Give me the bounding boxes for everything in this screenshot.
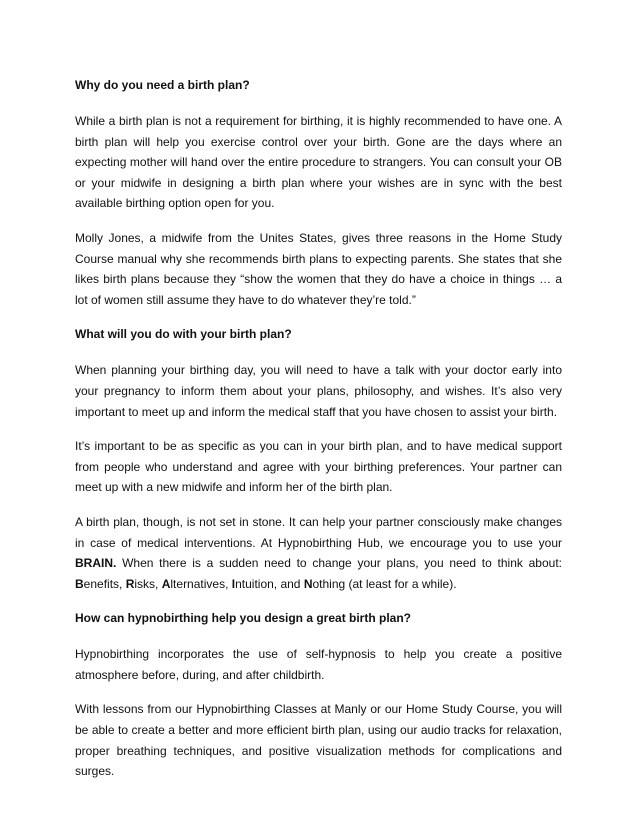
paragraph-be-specific: It’s important to be as specific as you can in your birth plan, and to have medical support from people who understand and agree with your birthing preferences. Your partner can meet up with a new midwife and inform her of the birth plan. (75, 439, 562, 495)
brain-text-before: A birth plan, though, is not set in stone. It can help your partner consciously make changes in case of medical interventions. At Hypnobirthing Hub, we encourage you to use your (75, 514, 562, 550)
acronym-word-risks: isks, (134, 576, 162, 591)
acronym-word-nothing: othing (at least for a while). (312, 576, 457, 591)
paragraph-planning-birthing-day: When planning your birthing day, you will need to have a talk with your doctor early into your pregnancy to inform them about your plans, philosophy, and wishes. It’s also very important to meet up and inform the medical staff that you have chosen to assist your birth. (75, 363, 562, 419)
brain-keyword: BRAIN. (75, 556, 117, 571)
brain-text-mid: When there is a sudden need to change your plans, you need to think about: (116, 556, 562, 571)
acronym-word-alternatives: lternatives, (170, 576, 232, 591)
paragraph-classes-and-course: With lessons from our Hypnobirthing Classes at Manly or our Home Study Course, you will be able to create a better and more efficient birth plan, using our audio tracks for relaxation, proper breathing techniques, and positive visualization methods for complications and surges. (75, 702, 562, 779)
paragraph-brain-acronym (75, 512, 562, 594)
acronym-letter-n: N (303, 576, 313, 591)
paragraph-birth-plan-intro: While a birth plan is not a requirement for birthing, it is highly recommended to have one. A birth plan will help you exercise control over your birth. Gone are the days where an expecting mother will hand over the entire procedure to strangers. You can consult your OB or your midwife in designing a birth plan where your wishes are in sync with the best available birthing option open for you. (75, 114, 562, 211)
section-heading-what-to-do: What will you do with your birth plan? (75, 327, 292, 342)
acronym-word-benefits: enefits, (83, 576, 126, 591)
acronym-letter-r: R (125, 576, 135, 591)
section-heading-why-birth-plan: Why do you need a birth plan? (75, 78, 250, 92)
acronym-word-intuition: ntuition, and (235, 576, 304, 591)
section-heading-hypnobirthing-help: How can hypnobirthing help you design a great birth plan? (75, 611, 412, 626)
document-page (75, 75, 562, 782)
acronym-letter-a: A (161, 576, 171, 591)
acronym-letter-i: I (231, 576, 236, 591)
paragraph-molly-jones-quote: Molly Jones, a midwife from the Unites States, gives three reasons in the Home Study Course manual why she recommends birth plans to expecting parents. She states that she likes birth plans because they “show the women that they do have a choice in things … a lot of women still assume they have to do whatever they’re told.” (75, 230, 562, 307)
acronym-letter-b: B (75, 576, 84, 591)
paragraph-self-hypnosis: Hypnobirthing incorporates the use of self-hypnosis to help you create a positive atmosphere before, during, and after childbirth. (75, 647, 562, 682)
